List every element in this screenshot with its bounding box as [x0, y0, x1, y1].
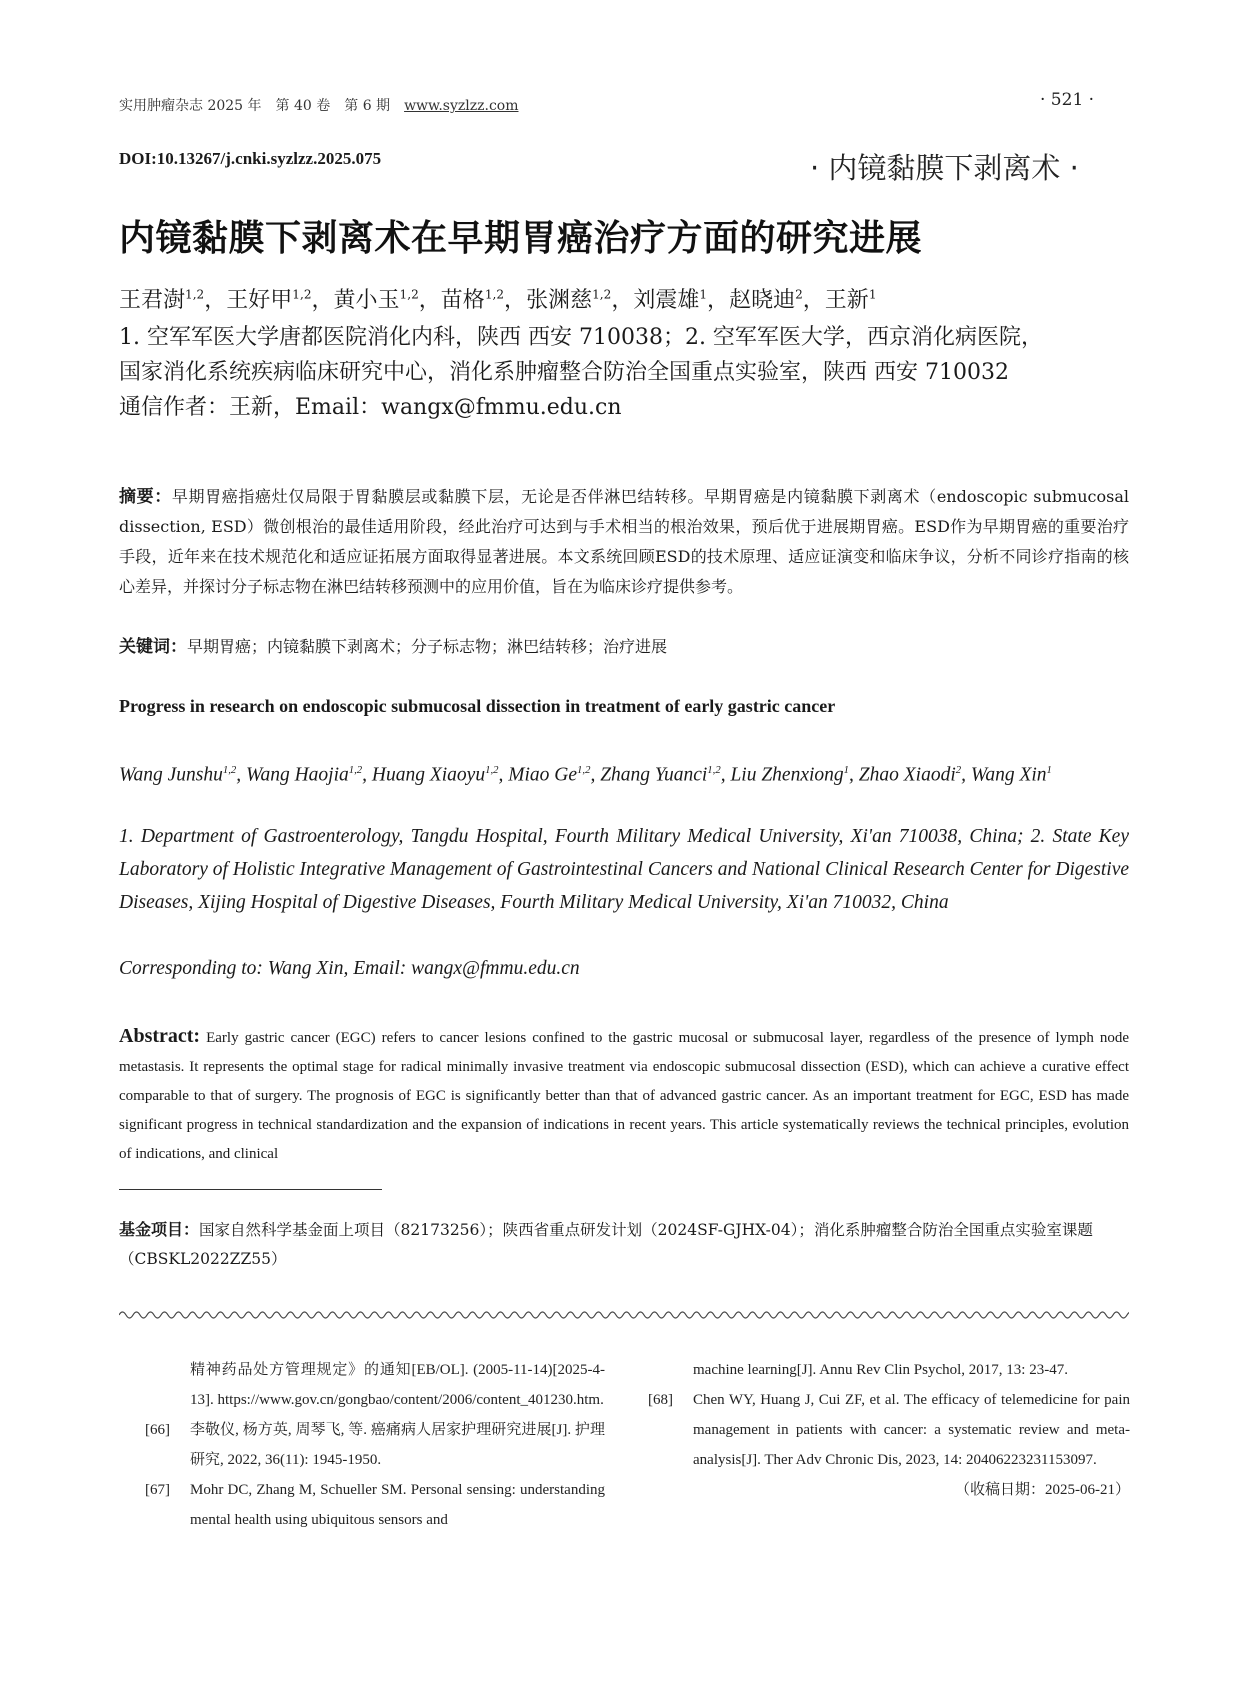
funding-text: 国家自然科学基金面上项目（82173256）；陕西省重点研发计划（2024SF-GJHX-04）；消化系肿瘤整合防治全国重点实验室课题（CBSKL2022ZZ55）: [119, 1221, 1093, 1268]
abstract-cn: [119, 482, 1129, 602]
references-right-list: [648, 1355, 1130, 1475]
author-affiliation-mark: 1: [699, 287, 708, 302]
author-affiliation-mark: 1: [843, 764, 850, 776]
article-title-en: Progress in research on endoscopic submucosal dissection in treatment of early gastric cancer: [119, 696, 836, 716]
keywords-cn: [119, 632, 667, 657]
reference-text: 李敬仪, 杨方英, 周琴飞, 等. 癌痛病人居家护理研究进展[J]. 护理研究, 2022, 36(11): 1945-1950.: [190, 1422, 605, 1468]
corresponding-cn: 通信作者：王新，Email：wangx@fmmu.edu.cn: [119, 395, 622, 420]
reference-item: [145, 1355, 605, 1415]
author-name: Wang Haojia: [245, 764, 349, 786]
author-name: 苗格: [440, 288, 485, 313]
wavy-divider: [119, 1308, 1129, 1322]
author-affiliation-mark: 1,2: [592, 287, 612, 302]
author-name: Wang Junshu: [119, 764, 223, 786]
affiliation-en: 1. Department of Gastroenterology, Tangdu Hospital, Fourth Military Medical University, Xi'an 710038, China; 2. State Key Laboratory of Holistic Integrative Management of Gastrointestinal Cancers and National Clinical Research Center for Digestive Diseases, Xijing Hospital of Digestive Diseases, Fourth Military Medical University, Xi'an 710032, China: [119, 826, 1129, 913]
author-separator: ，: [418, 288, 441, 313]
funding-label: 基金项目：: [119, 1220, 200, 1239]
author-name: 王新: [824, 288, 869, 313]
author-separator: ,: [720, 764, 731, 786]
author-affiliation-mark: 1,2: [399, 287, 419, 302]
affiliation-cn-line1: 1. 空军军医大学唐都医院消化内科，陕西 西安 710038；2. 空军军医大学，西京消化病医院，: [119, 325, 1043, 350]
author-affiliation-mark: 1,2: [485, 764, 499, 776]
keywords-cn-label: 关键词：: [119, 637, 187, 657]
author-separator: ，: [611, 288, 634, 313]
running-header: [119, 95, 519, 115]
reference-item: [648, 1355, 1130, 1385]
author-separator: ,: [362, 764, 372, 786]
author-name: 刘震雄: [633, 288, 700, 313]
author-separator: ，: [707, 288, 730, 313]
author-separator: ,: [236, 764, 246, 786]
keywords-cn-text: 早期胃癌；内镜黏膜下剥离术；分子标志物；淋巴结转移；治疗进展: [187, 637, 668, 656]
author-affiliation-mark: 1,2: [222, 764, 237, 776]
column-tag: · 内镜黏膜下剥离术 ·: [810, 151, 1079, 185]
corresponding-en: Corresponding to: Wang Xin, Email: wangx@fmmu.edu.cn: [119, 958, 580, 979]
reference-number: [68]: [648, 1392, 673, 1408]
author-affiliation-mark: 1,2: [292, 287, 312, 302]
author-affiliation-mark: 1: [868, 287, 877, 302]
doi: DOI:10.13267/j.cnki.syzlzz.2025.075: [119, 149, 382, 168]
author-separator: ,: [961, 764, 971, 786]
author-name: 张渊慈: [526, 288, 593, 313]
reference-number: [67]: [145, 1482, 170, 1498]
author-affiliation-mark: 1,2: [185, 287, 205, 302]
author-separator: ，: [204, 288, 227, 313]
author-name: 王君澍: [119, 288, 186, 313]
article-title-cn: 内镜黏膜下剥离术在早期胃癌治疗方面的研究进展: [119, 218, 923, 259]
author-name: 黄小玉: [333, 288, 400, 313]
author-name: Huang Xiaoyu: [371, 764, 486, 786]
author-separator: ，: [802, 288, 825, 313]
author-separator: ，: [311, 288, 334, 313]
reference-number: [66]: [145, 1422, 170, 1438]
author-name: Zhao Xiaodi: [858, 764, 956, 786]
author-affiliation-mark: 2: [955, 764, 962, 776]
reference-item: [648, 1385, 1130, 1475]
abstract-en: [119, 1022, 1129, 1169]
references-right-column: [648, 1355, 1130, 1505]
author-name: Miao Ge: [508, 764, 578, 786]
abstract-cn-label: 摘要：: [119, 487, 172, 507]
received-date: （收稿日期：2025-06-21）: [955, 1482, 1130, 1498]
reference-text: machine learning[J]. Annu Rev Clin Psychol, 2017, 13: 23-47.: [693, 1362, 1068, 1378]
reference-item: [145, 1415, 605, 1475]
affiliation-cn-line2: 国家消化系统疾病临床研究中心，消化系肿瘤整合防治全国重点实验室，陕西 西安 710032: [119, 360, 1009, 385]
author-affiliation-mark: 1,2: [348, 764, 363, 776]
abstract-en-label: Abstract:: [119, 1025, 201, 1047]
author-list-en: [119, 754, 1129, 792]
journal-info: 实用肿瘤杂志 2025 年 第 40 卷 第 6 期: [119, 98, 405, 114]
reference-text: Chen WY, Huang J, Cui ZF, et al. The efficacy of telemedicine for pain management in patients with cancer: a systematic review and meta-analysis[J]. Ther Adv Chronic Dis, 2023, 14: 20406223231153097.: [693, 1392, 1130, 1468]
abstract-cn-text: 早期胃癌指癌灶仅局限于胃黏膜层或黏膜下层，无论是否伴淋巴结转移。早期胃癌是内镜黏膜下剥离术（endoscopic submucosal dissection, ESD）微创根治的最佳适用阶段，经此治疗可达到与手术相当的根治效果，预后优于进展期胃癌。ESD作为早期胃癌的重要治疗手段，近年来在技术规范化和适应证拓展方面取得显著进展。本文系统回顾ESD的技术原理、适应证演变和临床争议，分析不同诊疗指南的核心差异，并探讨分子标志物在淋巴结转移预测中的应用价值，旨在为临床诊疗提供参考。: [119, 487, 1129, 596]
author-name: 王好甲: [226, 288, 293, 313]
author-separator: ,: [849, 764, 859, 786]
author-affiliation-mark: 1,2: [484, 287, 505, 302]
author-affiliation-mark: 1,2: [707, 764, 721, 776]
author-affiliation-mark: 1: [1046, 764, 1052, 776]
author-name: Wang Xin: [970, 764, 1047, 786]
author-separator: ，: [504, 288, 527, 313]
reference-item: [145, 1475, 605, 1535]
references-left-column: [145, 1355, 605, 1535]
author-affiliation-mark: 1,2: [577, 764, 591, 776]
author-separator: ,: [590, 764, 601, 786]
author-name: Zhang Yuanci: [600, 764, 708, 786]
author-affiliation-mark: 2: [795, 287, 803, 302]
author-name: 赵晓迪: [729, 288, 796, 313]
author-name: Liu Zhenxiong: [730, 764, 844, 786]
abstract-en-text: Early gastric cancer (EGC) refers to cancer lesions confined to the gastric mucosal or submucosal layer, regardless of the presence of lymph node metastasis. It represents the optimal stage for radical minimally invasive treatment via endoscopic submucosal dissection (ESD), which can achieve a curative effect comparable to that of surgery. The prognosis of EGC is significantly better than that of advanced gastric cancer. As an important treatment for EGC, ESD has made significant progress in technical standardization and the expansion of indications in recent years. This article systematically reviews the technical principles, evolution of indications, and clinical: [119, 1030, 1130, 1162]
reference-text: Mohr DC, Zhang M, Schueller SM. Personal sensing: understanding mental health using ubiquitous sensors and: [190, 1482, 605, 1528]
footnote-rule: [119, 1189, 382, 1190]
author-separator: ,: [498, 764, 509, 786]
funding-note: [119, 1215, 1129, 1274]
reference-text: 精神药品处方管理规定》的通知[EB/OL]. (2005-11-14)[2025-4-13]. https://www.gov.cn/gongbao/content/2006/content_401230.htm.: [190, 1362, 605, 1408]
page-number: · 521 ·: [1040, 90, 1095, 110]
journal-url[interactable]: www.syzlzz.com: [404, 98, 519, 114]
author-list-cn: [119, 283, 1129, 314]
